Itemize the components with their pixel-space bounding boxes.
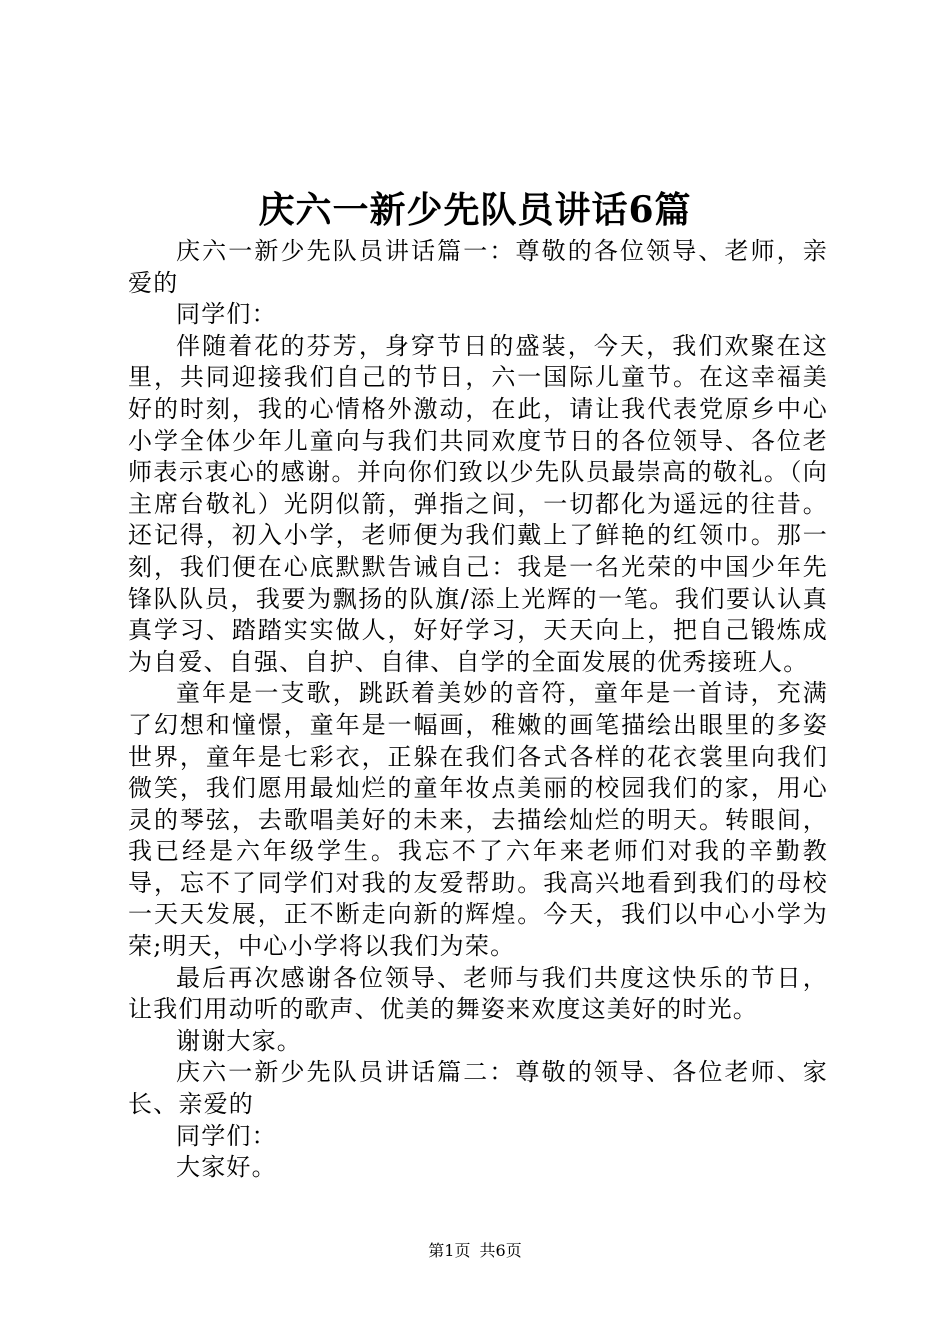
page-footer [0, 1241, 950, 1261]
paragraph: 最后再次感谢各位领导、老师与我们共度这快乐的节日，让我们用动听的歌声、优美的舞姿来欢度这美好的时光。 [128, 963, 828, 1024]
paragraph: 谢谢大家。 [176, 1026, 302, 1055]
document-title: 庆六一新少先队员讲话6篇 [258, 189, 692, 231]
paragraph: 同学们： [176, 300, 277, 329]
document-body [128, 236, 828, 1184]
paragraph: 庆六一新少先队员讲话篇二：尊敬的领导、各位老师、家长、亲爱的 [128, 1058, 828, 1119]
page-total: 共6页 [479, 1241, 522, 1260]
paragraph: 庆六一新少先队员讲话篇一：尊敬的各位领导、老师，亲爱的 [128, 237, 828, 297]
paragraph: 大家好。 [176, 1153, 277, 1182]
paragraph: 童年是一支歌，跳跃着美妙的音符，童年是一首诗，充满了幻想和憧憬，童年是一幅画，稚嫩的画笔描绘出眼里的多姿世界，童年是七彩衣，正躲在我们各式各样的花衣裳里向我们微笑，我们愿用最灿烂的童年妆点美丽的校园我们的家，用心灵的琴弦，去歌唱美好的未来，去描绘灿烂的明天。转眼间，我已经是六年级学生。我忘不了六年来老师们对我的辛勤教导，忘不了同学们对我的友爱帮助。我高兴地看到我们的母校一天天发展，正不断走向新的辉煌。今天，我们以中心小学为荣;明天，中心小学将以我们为荣。 [128, 679, 828, 961]
page-number: 第1页 [428, 1241, 471, 1260]
paragraph: 伴随着花的芬芳，身穿节日的盛装，今天，我们欢聚在这里，共同迎接我们自己的节日，六一国际儿童节。在这幸福美好的时刻，我的心情格外激动，在此，请让我代表党原乡中心小学全体少年儿童向与我们共同欢度节日的各位领导、各位老师表示衷心的感谢。并向你们致以少先队员最崇高的敬礼。（向主席台敬礼）光阴似箭，弹指之间，一切都化为遥远的往昔。还记得，初入小学，老师便为我们戴上了鲜艳的红领巾。那一刻，我们便在心底默默告诫自己：我是一名光荣的中国少年先锋队队员，我要为飘扬的队旗/添上光辉的一笔。我们要认认真真学习、踏踏实实做人，好好学习，天天向上，把自己锻炼成为自爱、自强、自护、自律、自学的全面发展的优秀接班人。 [128, 331, 828, 676]
paragraph: 同学们： [176, 1121, 277, 1150]
